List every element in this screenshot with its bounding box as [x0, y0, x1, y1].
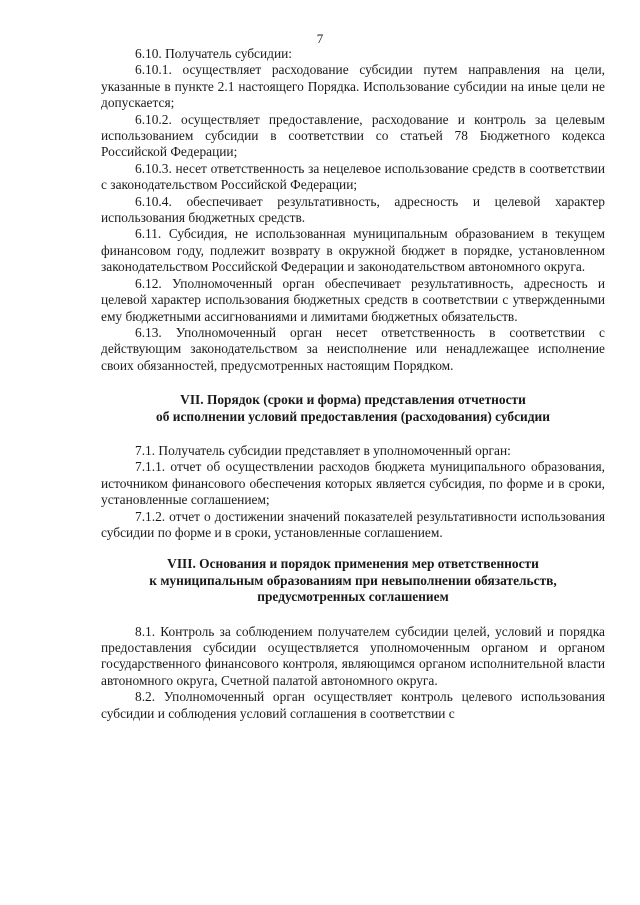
- paragraph-7-1-2: 7.1.2. отчет о достижении значений показателей результативности использования субсидии по форме и в сроки, установленные соглашением.: [101, 508, 605, 540]
- paragraph-6-10-4: 6.10.4. обеспечивает результативность, адресность и целевой характер использования бюджетных средств.: [101, 193, 605, 226]
- section-7-heading-line-1: VII. Порядок (сроки и форма) представления отчетности: [180, 392, 526, 408]
- paragraph-6-10: 6.10. Получатель субсидии:: [135, 46, 293, 61]
- section-8-heading: [101, 556, 605, 605]
- paragraph-8-1: 8.1. Контроль за соблюдением получателем субсидии целей, условий и порядка предоставления субсидии осуществляется уполномоченным органом и органом государственного финансового контроля, являющимся органом исполнительной власти автономного округа, Счетной палатой автономного округа.: [101, 623, 605, 688]
- section-8-heading-line-2: к муниципальным образованиям при невыполнении обязательств,: [149, 572, 557, 588]
- paragraph-7-1: 7.1. Получатель субсидии представляет в уполномоченный орган:: [135, 442, 511, 458]
- paragraph-6-11: 6.11. Субсидия, не использованная муниципальным образованием в текущем финансовом году, подлежит возврату в окружной бюджет в порядке, установленном законодательством Российской Федерации и законодательством автономного округа.: [101, 226, 605, 275]
- document-body: [101, 46, 605, 722]
- paragraph-6-10-2: 6.10.2. осуществляет предоставление, расходование и контроль за целевым использованием субсидии в соответствии со статьей 78 Бюджетного кодекса Российской Федерации;: [101, 111, 605, 160]
- paragraph-6-10-3: 6.10.3. несет ответственность за нецелевое использование средств в соответствии с законодательством Российской Федерации;: [101, 160, 605, 193]
- section-7-heading-line-2: об исполнении условий предоставления (расходования) субсидии: [156, 408, 550, 424]
- paragraph-8-2: 8.2. Уполномоченный орган осуществляет контроль целевого использования субсидии и соблюдения условий соглашения в соответствии с: [101, 689, 605, 721]
- section-8-heading-line-1: VIII. Основания и порядок применения мер ответственности: [167, 556, 539, 572]
- paragraph-6-13: 6.13. Уполномоченный орган несет ответственность в соответствии с действующим законодательством за неисполнение или ненадлежащее исполнение своих обязанностей, предусмотренных настоящим Порядком.: [101, 324, 605, 373]
- paragraph-6-10-1: 6.10.1. осуществляет расходование субсидии путем направления на цели, указанные в пункте 2.1 настоящего Порядка. Использование субсидии на иные цели не допускается;: [101, 62, 605, 111]
- paragraph-7-1-1: 7.1.1. отчет об осуществлении расходов бюджета муниципального образования, источником финансового обеспечения которых является субсидия, по форме и в сроки, установленные соглашением;: [101, 459, 605, 508]
- section-7-heading: [101, 392, 605, 425]
- paragraph-6-12: 6.12. Уполномоченный орган обеспечивает результативность, адресность и целевой характер использования бюджетных средств в соответствии с утвержденными ему бюджетными ассигнованиями и лимитами бюджетных обязательств.: [101, 275, 605, 324]
- section-8-heading-line-3: предусмотренных соглашением: [257, 589, 449, 605]
- page-number: 7: [316, 31, 324, 46]
